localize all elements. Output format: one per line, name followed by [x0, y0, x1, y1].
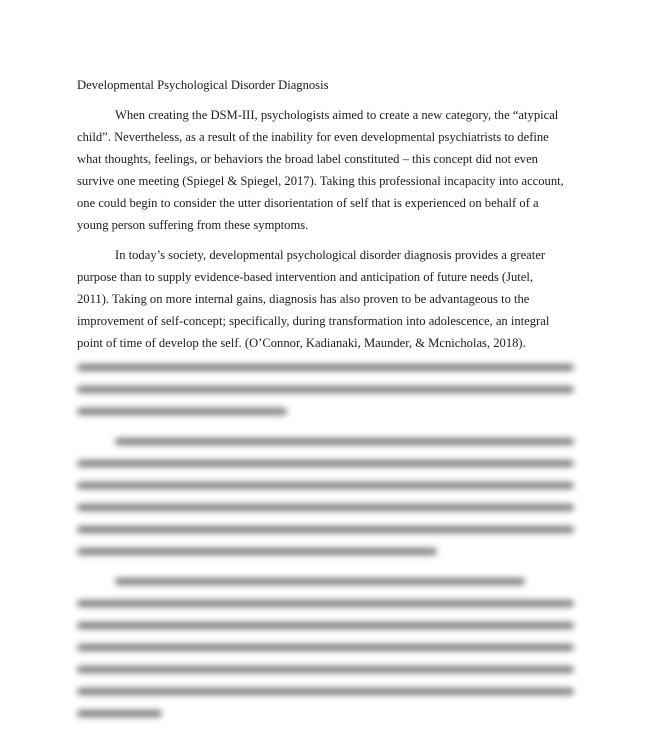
- blurred-line: [77, 364, 574, 371]
- blurred-line: [115, 438, 574, 445]
- paragraph-1-line-5: one could begin to consider the utter disorientation of self that is experienced on behalf of a: [77, 196, 539, 210]
- blurred-line: [115, 578, 525, 585]
- paragraph-1-line-3: what thoughts, feelings, or behaviors the broad label constituted – this concept did not even: [77, 152, 538, 166]
- blurred-line: [77, 386, 574, 393]
- blurred-line: [77, 622, 574, 629]
- paragraph-1-line-6: young person suffering from these symptoms.: [77, 218, 309, 232]
- paragraph-2-line-1: In today’s society, developmental psychological disorder diagnosis provides a greater: [115, 248, 546, 262]
- paragraph-1-line-2: child”. Nevertheless, as a result of the inability for even developmental psychiatrists to define: [77, 130, 549, 144]
- blurred-line: [77, 482, 574, 489]
- paragraph-2-line-2: purpose than to supply evidence-based intervention and anticipation of future needs (Jutel,: [77, 270, 534, 284]
- blurred-line: [77, 548, 437, 555]
- paragraph-1-line-4: survive one meeting (Spiegel & Spiegel, 2017). Taking this professional incapacity into account,: [77, 174, 564, 188]
- blurred-line: [77, 600, 574, 607]
- blurred-line: [77, 408, 287, 415]
- blurred-content: [0, 342, 650, 750]
- paragraph-2-line-3: 2011). Taking on more internal gains, diagnosis has also proven to be advantageous to the: [77, 292, 530, 306]
- paragraph-1-line-1: When creating the DSM-III, psychologists aimed to create a new category, the “atypical: [115, 108, 559, 122]
- paragraph-2-line-5: point of time of develop the self. (O’Connor, Kadianaki, Maunder, & Mcnicholas, 2018).: [77, 336, 526, 350]
- paragraph-2-line-4: improvement of self-concept; specifically, during transformation into adolescence, an integral: [77, 314, 550, 328]
- blurred-line: [77, 688, 574, 695]
- blurred-line: [77, 710, 162, 717]
- blurred-line: [77, 644, 574, 651]
- blurred-line: [77, 504, 574, 511]
- blurred-line: [77, 666, 574, 673]
- document-title: Developmental Psychological Disorder Diagnosis: [77, 78, 329, 92]
- blurred-line: [77, 526, 574, 533]
- blurred-line: [77, 460, 574, 467]
